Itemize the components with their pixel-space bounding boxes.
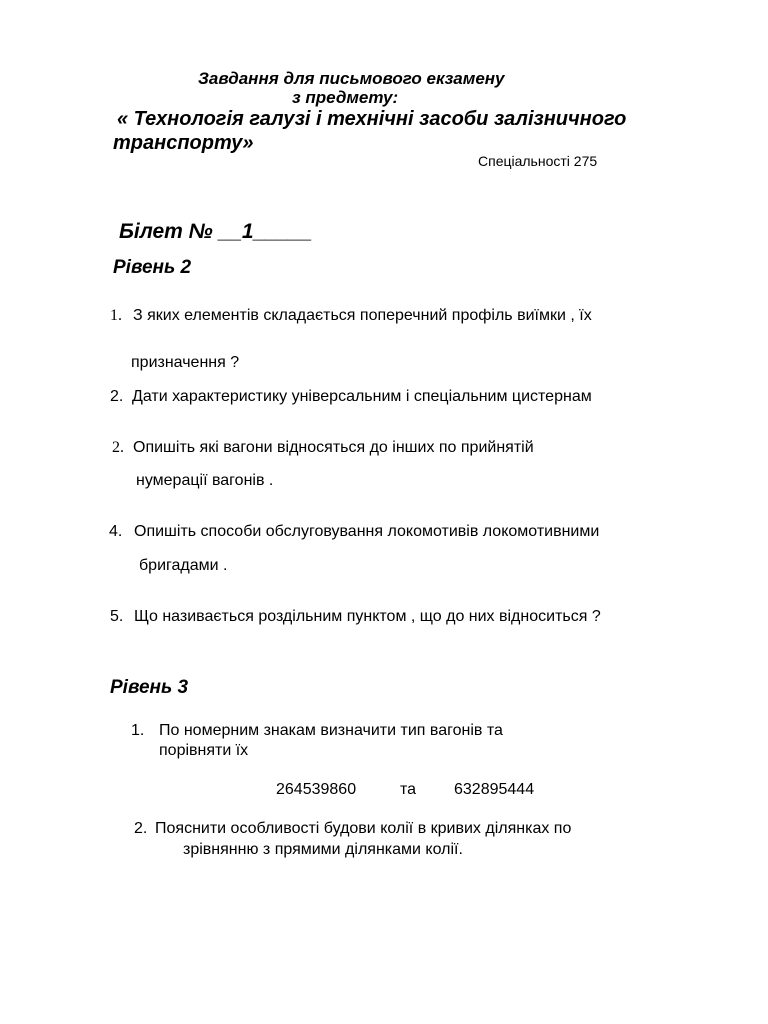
subject-title-line2: транспорту» [113, 132, 254, 154]
level-3-heading: Рівень 3 [110, 677, 189, 698]
question-text: Опишіть способи обслуговування локомотивів локомотивними [134, 523, 600, 540]
question-text-continued: порівняти їх [159, 742, 249, 759]
wagon-number-b: 632895444 [454, 781, 535, 798]
conjunction: та [400, 781, 417, 798]
question-number: 1. [131, 722, 145, 739]
question-text-continued: призначення ? [131, 354, 240, 371]
specialty-label: Спеціальності 275 [478, 153, 598, 169]
exam-header-line2: з предмету: [292, 88, 399, 107]
question-number: 2. [110, 388, 124, 405]
subject-title-line1: « Технологія галузі і технічні засоби залізничного [117, 108, 627, 130]
question-number: 5. [110, 608, 124, 625]
question-text: Що називається роздільним пунктом , що до них відноситься ? [134, 608, 601, 625]
question-text: По номерним знакам визначити тип вагонів та [159, 722, 503, 739]
wagon-number-a: 264539860 [276, 781, 357, 798]
question-text-continued: нумерації вагонів . [136, 472, 274, 489]
question-number: 2. [134, 820, 148, 837]
question-number: 1. [110, 307, 122, 324]
question-text-continued: бригадами . [139, 557, 228, 574]
question-text: З яких елементів складається поперечний профіль виїмки , їх [133, 307, 592, 324]
question-text: Пояснити особливості будови колії в кривих ділянках по [155, 820, 572, 837]
question-text: Дати характеристику універсальним і спеціальним цистернам [132, 388, 592, 405]
question-text-continued: зрівнянню з прямими ділянками колії. [183, 841, 463, 858]
question-number: 2. [112, 439, 124, 456]
question-number: 4. [109, 523, 123, 540]
question-text: Опишіть які вагони відносяться до інших по прийнятій [133, 439, 534, 456]
level-2-heading: Рівень 2 [113, 257, 192, 278]
ticket-number: Білет № __1_____ [119, 220, 313, 243]
exam-header-line1: Завдання для письмового екзамену [198, 69, 505, 88]
